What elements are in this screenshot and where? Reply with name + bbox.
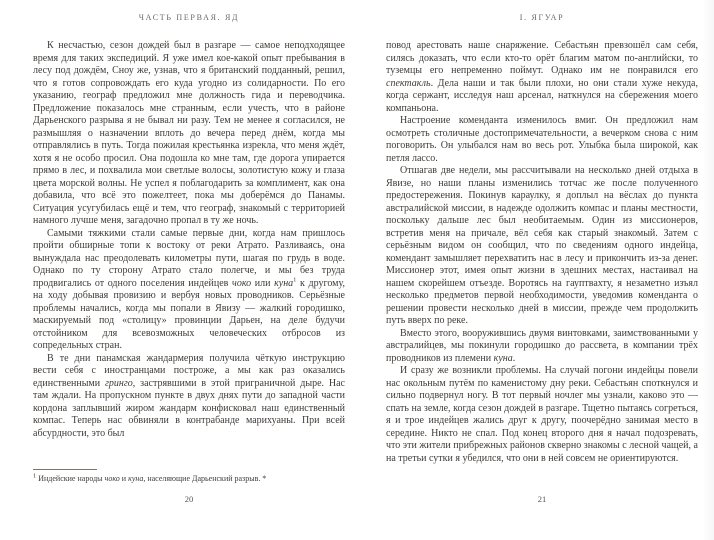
paragraph: К несчастью, сезон дождей был в разгаре — самое неподходящее время для таких экспедиций. Я уже имел кое-какой опыт пребывания в лесу под дождём, Сноу же, узнав, что я британский подданный, решил, что я готов сопровождать его куда угодно из солидарности. По его указанию, географ предложил мне должность гида и переводчика. Предложение показалось мне странным, если учесть, что в районе Дарьенского разрыва я не бывал ни разу. Тем не менее я согласился, не размышляя о назначении вплоть до вечера перед днём, когда мы отправлялись в путь. Тогда пожилая крестьянка изрекла, что меня ждёт, хотя я не особо просил. Она подошла ко мне там, где дорога упирается прямо в лес, и похвалила мои светлые волосы, золотистую кожу и глаза цвета морской волны. Не успел я поблагодарить за комплимент, как она добавила, что всё это пожелтеет, пока мы доберёмся до Панамы. Ситуация усугубилась ещё и тем, что географ, знакомый с территорией намного лучше меня, загадочно пропал в ту же ночь.: [33, 40, 345, 226]
paragraph: Самыми тяжкими стали самые первые дни, когда нам пришлось пройти обширные топи к востоку от реки Атрато. Разливаясь, она вынуждала нас преодолевать километры пути, шагая по грудь в воде. Однако по ту сторону Атрато стало полегче, и мы без труда продвигались от одного поселения индейцев чоко или куна$^1$ к другому, на ходу добывая провизию и вербуя новых проводников. Серьёзные проблемы начались, когда мы попали в Явизу — жалкий городишко, маскируемый под «столицу» провинции Дарьен, на деле будучи отстойником для всевозможных человеческих отбросов из сопредельных стран.: [33, 227, 345, 351]
footnote-divider: [33, 469, 97, 470]
page-body-left: [33, 40, 345, 468]
page-number-left: 20: [184, 494, 194, 504]
paragraph: Отшагав две недели, мы рассчитывали на несколько дней отдыха в Явизе, но наши планы изменились тотчас же после полученного предостережения. Покинув караулку, я доплыл на вёслах до пункта австралийской миссии, в надежде одолжить компас и планы местности, поскольку дальше лес был необитаемым. Один из миссионеров, встретив меня на причале, вёл себя как старый знакомый. Затем с серьёзным видом он сообщил, что по сведениям одного индейца, комендант замышляет перехватить нас в лесу и прикончить из-за денег. Миссионер этот, имея опыт жизни в здешних местах, настаивал на нашем скорейшем отъезде. Воротясь на гауптвахту, я незаметно изъял несколько предметов первой необходимости, уведомив коменданта о решении провести несколько дней в миссии, прежде чем продолжить путь вверх по реке.: [386, 165, 698, 326]
running-header-left: ЧАСТЬ ПЕРВАЯ. ЯД: [138, 13, 240, 22]
paragraph: В те дни панамская жандармерия получила чёткую инструкцию вести себя с иностранцами построже, а мы как раз оказались единственными гринго, застрявшими в этой приграничной дыре. Нас там ждали. На пропускном пункте в двух днях пути до западной части кордона заплывший жиром жандарм конфисковал наш единственный компас. Теперь нас обвиняли в контрабанде марихуаны. При всей абсурдности, это был: [33, 352, 345, 439]
page-edge-shade: [702, 0, 714, 540]
paragraph: Настроение коменданта изменилось вмиг. Он предложил нам осмотреть столичные достопримечательности, а вечерком снова с ним поговорить. Он улыбался нам во весь рот. Улыбка была широкой, как петля лассо.: [386, 115, 698, 164]
page-number-right: 21: [537, 494, 547, 504]
footnote: [33, 469, 345, 484]
footnote-text: $^1$ Индейские народы чоко и куна, населяющие Дарьенский разрыв. *: [33, 472, 267, 483]
page-body-right: [386, 40, 698, 492]
paragraph: повод арестовать наше снаряжение. Себастьян превзошёл сам себя, силясь доказать, что если кто-то орёт благим матом по-английски, то туземцы его непременно поймут. Однако им не понравился его спектакль. Дела наши и так были плохи, но они стали хуже некуда, когда сержант, исследуя наш арсенал, наткнулся на сбережения моего компаньона.: [386, 40, 698, 114]
book-page-left: [33, 0, 345, 540]
paragraph: Вместо этого, вооружившись двумя винтовками, заимствованными у австралийцев, мы покинули городишко до рассвета, в компании трёх проводников из племени куна.: [386, 327, 698, 364]
running-header-right: I. ЯГУАР: [519, 13, 565, 22]
book-page-right: [386, 0, 698, 540]
paragraph: И сразу же возникли проблемы. На случай погони индейцы повели нас окольным путём по каменистому дну реки. Себастьян споткнулся и сильно подвернул ногу. В тот первый ночлег мы узнали, каково это — спать на земле, когда сезон дождей в разгаре. Тщетно пытаясь согреться, я и трое индейцев жались друг к другу, поочерёдно занимая место в середине. Никто не спал. Под конец второго дня я начал подозревать, что эти жители прибрежных районов скверно знакомы с лесной чащей, а на третьи сутки я убедился, что они в ней совсем не ориентируются.: [386, 365, 698, 464]
